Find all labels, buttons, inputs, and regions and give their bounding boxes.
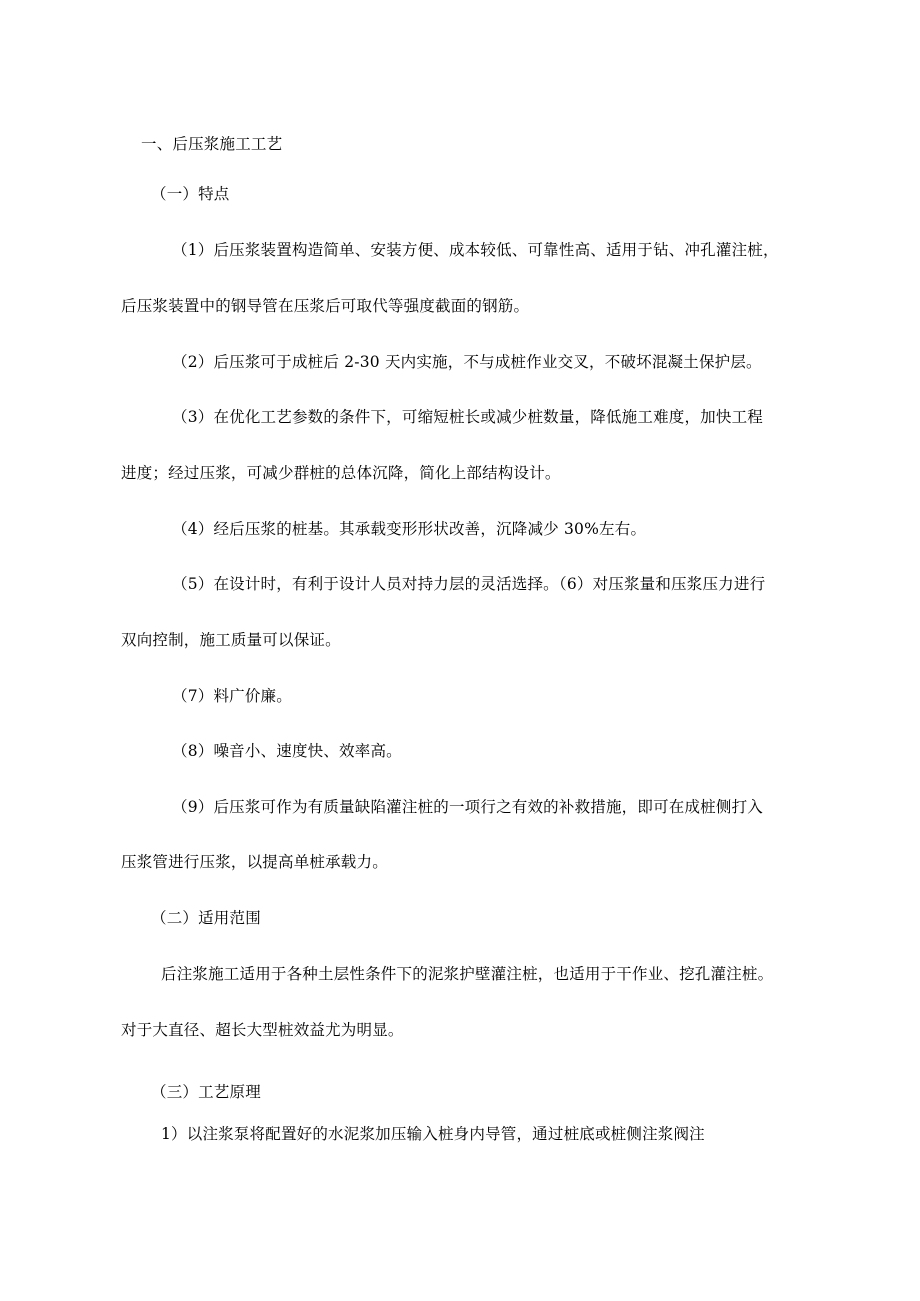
section-2-title: （二）适用范围: [151, 909, 261, 927]
section-3-title: （三）工艺原理: [151, 1083, 261, 1101]
section-1-paragraph-4: （4）经后压浆的桩基。其承载变形形状改善，沉降减少 30%左右。: [172, 520, 647, 538]
section-1-title: （一）特点: [151, 185, 230, 203]
section-1-paragraph-1-line-1: （1）后压浆装置构造简单、安装方便、成本较低、可靠性高、适用于钻、冲孔灌注桩，: [172, 241, 779, 259]
section-1-paragraph-8: （8）噪音小、速度快、效率高。: [172, 742, 402, 760]
section-1-paragraph-3-line-1: （3）在优化工艺参数的条件下，可缩短桩长或减少桩数量，降低施工难度，加快工程: [172, 408, 763, 426]
section-1-paragraph-9-line-1: （9）后压浆可作为有质量缺陷灌注桩的一项行之有效的补救措施，即可在成桩侧打入: [172, 798, 763, 816]
section-1-paragraph-9-line-2: 压浆管进行压浆，以提高单桩承载力。: [121, 853, 388, 871]
section-1-paragraph-3-line-2: 进度；经过压浆，可减少群桩的总体沉降，简化上部结构设计。: [121, 464, 561, 482]
section-1-paragraph-5-line-1: （5）在设计时，有利于设计人员对持力层的灵活选择。（6）对压浆量和压浆压力进行: [172, 575, 766, 593]
section-1-paragraph-5-line-2: 双向控制，施工质量可以保证。: [121, 631, 341, 649]
section-3-paragraph-1-line-1: 1）以注浆泵将配置好的水泥浆加压输入桩身内导管，通过桩底或桩侧注浆阀注: [161, 1125, 705, 1143]
section-1-paragraph-1-line-2: 后压浆装置中的钢导管在压浆后可取代等强度截面的钢筋。: [121, 297, 530, 315]
section-1-paragraph-2: （2）后压浆可于成桩后 2-30 天内实施，不与成桩作业交叉，不破坏混凝土保护层。: [172, 353, 762, 371]
section-2-paragraph-1-line-2: 对于大直径、超长大型桩效益尤为明显。: [121, 1021, 404, 1039]
section-1-paragraph-7: （7）料广价廉。: [172, 687, 292, 705]
document-heading: 一、后压浆施工工艺: [141, 135, 283, 153]
section-2-paragraph-1-line-1: 后注浆施工适用于各种土层性条件下的泥浆护壁灌注桩，也适用于干作业、挖孔灌注桩。: [161, 965, 774, 983]
